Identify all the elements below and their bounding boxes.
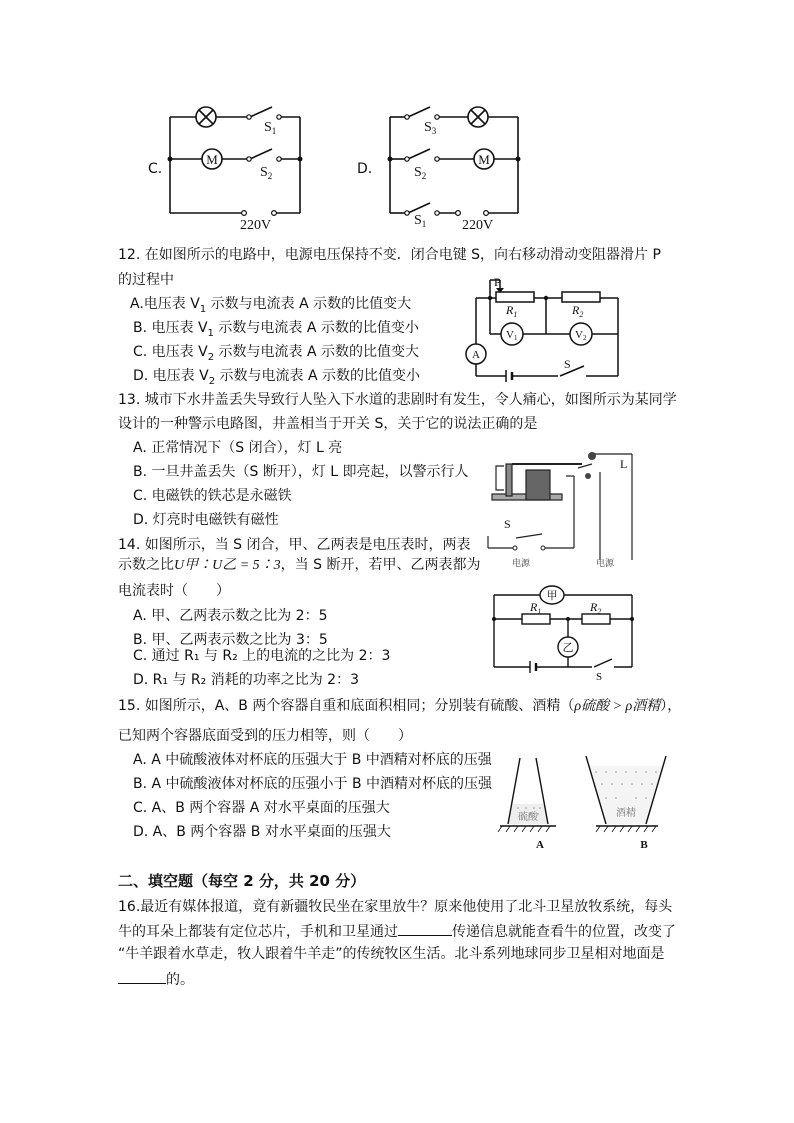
svg-text:S: S: [596, 671, 603, 683]
question-15-option-b[interactable]: B. A 中硫酸液体对杯底的压强小于 B 中酒精对杯底的压强: [133, 776, 493, 792]
question-14-option-c[interactable]: C. 通过 R₁ 与 R₂ 上的电流的之比为 2：3: [133, 648, 391, 664]
voltage-ratio: U甲∶U乙 = 5∶3: [174, 558, 281, 573]
svg-text:V1: V1: [506, 329, 518, 342]
svg-text:硫酸: 硫酸: [518, 812, 538, 823]
svg-text:酒精: 酒精: [616, 808, 636, 819]
svg-text:220V: 220V: [462, 218, 494, 233]
svg-text:A: A: [536, 839, 544, 851]
question-13-option-b[interactable]: B. 一旦井盖丢失（S 断开），灯 L 即亮起，以警示行人: [133, 464, 469, 480]
svg-text:M: M: [478, 152, 490, 167]
svg-text:R2: $R_2$: [572, 303, 584, 319]
svg-text:乙: 乙: [562, 642, 574, 654]
circuit-d-figure: [378, 95, 538, 233]
question-15-option-d[interactable]: D. A、B 两个容器 B 对水平桌面的压强大: [133, 824, 391, 840]
question-12-option-c[interactable]: C. 电压表 $V_2$ 示数与电流表 A 示数的比值变大: [133, 344, 420, 363]
question-14-option-b[interactable]: B. 甲、乙两表示数之比为 3：5: [133, 632, 328, 648]
question-16-line3: “牛羊跟着水草走，牧人跟着牛羊走”的传统牧区生活。北斗系列地球同步卫星相对地面是: [118, 946, 665, 962]
svg-text:L: L: [620, 457, 628, 471]
question-15-containers-figure: [496, 752, 676, 852]
svg-text:B: B: [640, 839, 648, 851]
density-relation: ρ硫酸 > ρ酒精: [574, 699, 661, 714]
svg-text:A: A: [472, 349, 480, 361]
answer-blank-1[interactable]: [398, 921, 452, 936]
question-14-option-a[interactable]: A. 甲、乙两表示数之比为 2：5: [133, 608, 328, 624]
svg-text:S1: $S_1$: [414, 213, 427, 229]
svg-text:S: S: [564, 357, 571, 371]
question-13-option-a[interactable]: A. 正常情况下（S 闭合），灯 L 亮: [133, 440, 343, 456]
svg-text:P: P: [494, 275, 501, 289]
question-12-circuit-figure: [458, 276, 636, 386]
section-2-title: 二、填空题（每空 2 分，共 20 分）: [118, 872, 366, 890]
question-12-stem-line2: 的过程中: [118, 272, 174, 288]
question-14-circuit-figure: [488, 583, 636, 681]
switch-s2-label: $S_2$: [260, 165, 273, 181]
question-12-stem-line1: 12. 在如图所示的电路中，电源电压保持不变．闭合电键 S，向右移动滑动变阻器滑片 P: [118, 247, 661, 263]
svg-text:电源: 电源: [512, 558, 531, 568]
question-12-option-a[interactable]: A.电压表 $V_1$ 示数与电流表 A 示数的比值变大: [130, 296, 412, 315]
question-14-option-d[interactable]: D. R₁ 与 R₂ 消耗的功率之比为 2：3: [133, 672, 359, 688]
question-12-option-b[interactable]: B. 电压表 $V_1$ 示数与电流表 A 示数的比值变小: [133, 320, 419, 339]
question-14-stem-line1: 14. 如图所示，当 S 闭合，甲、乙两表是电压表时，两表: [118, 537, 471, 553]
question-15-stem-line2: 已知两个容器底面受到的压力相等，则（ ）: [118, 728, 412, 744]
question-12-option-d[interactable]: D. 电压表 $V_2$ 示数与电流表 A 示数的比值变小: [133, 368, 421, 387]
option-c-label: C.: [148, 161, 163, 177]
svg-text:R1: $R_1$: [530, 600, 542, 616]
svg-text:S: S: [504, 517, 511, 531]
voltage-label: 220V: [240, 218, 272, 233]
svg-text:S2: $S_2$: [414, 165, 427, 181]
question-13-option-c[interactable]: C. 电磁铁的铁芯是永磁铁: [133, 488, 292, 504]
question-16-line4: 的。: [118, 969, 194, 989]
svg-text:M: M: [206, 152, 218, 167]
svg-text:电源: 电源: [596, 558, 615, 568]
question-15-option-a[interactable]: A. A 中硫酸液体对杯底的压强大于 B 中酒精对杯底的压强: [133, 752, 492, 768]
svg-text:V2: V2: [575, 329, 587, 342]
question-14-stem-line3: 电流表时（ ）: [118, 583, 230, 599]
svg-text:甲: 甲: [546, 590, 558, 602]
question-16-line2: 牛的耳朵上都装有定位芯片，手机和卫星通过 传递信息就能查看牛的位置，改变了: [118, 921, 676, 941]
question-13-stem-line1: 13. 城市下水井盖丢失导致行人坠入下水道的悲剧时有发生，令人痛心，如图所示为某同学: [118, 392, 677, 408]
question-13-relay-figure: [482, 442, 652, 568]
option-d-label: D.: [357, 161, 373, 177]
circuit-c-figure: [160, 95, 320, 233]
svg-text:R1: $R_1$: [506, 303, 518, 319]
question-15-option-c[interactable]: C. A、B 两个容器 A 对水平桌面的压强大: [133, 800, 390, 816]
svg-text:R2: $R_2$: [590, 600, 602, 616]
question-16-line1: 16.最近有媒体报道，竟有新疆牧民坐在家里放牛？原来他使用了北斗卫星放牧系统，每头: [118, 899, 673, 915]
question-13-option-d[interactable]: D. 灯亮时电磁铁有磁性: [133, 512, 279, 528]
switch-s1-label: $S_1$: [264, 120, 277, 136]
answer-blank-2[interactable]: [118, 969, 166, 984]
question-15-stem-line1: 15. 如图所示，A、B 两个容器自重和底面积相同；分别装有硫酸、酒精（ρ硫酸 > ρ酒精），: [118, 698, 682, 714]
svg-text:S3: $S_3$: [424, 120, 437, 136]
question-14-stem-line2: 示数之比U甲∶U乙 = 5∶3，当 S 断开，若甲、乙两表都为: [118, 557, 481, 573]
question-13-stem-line2: 设计的一种警示电路图，井盖相当于开关 S，关于它的说法正确的是: [118, 416, 538, 432]
